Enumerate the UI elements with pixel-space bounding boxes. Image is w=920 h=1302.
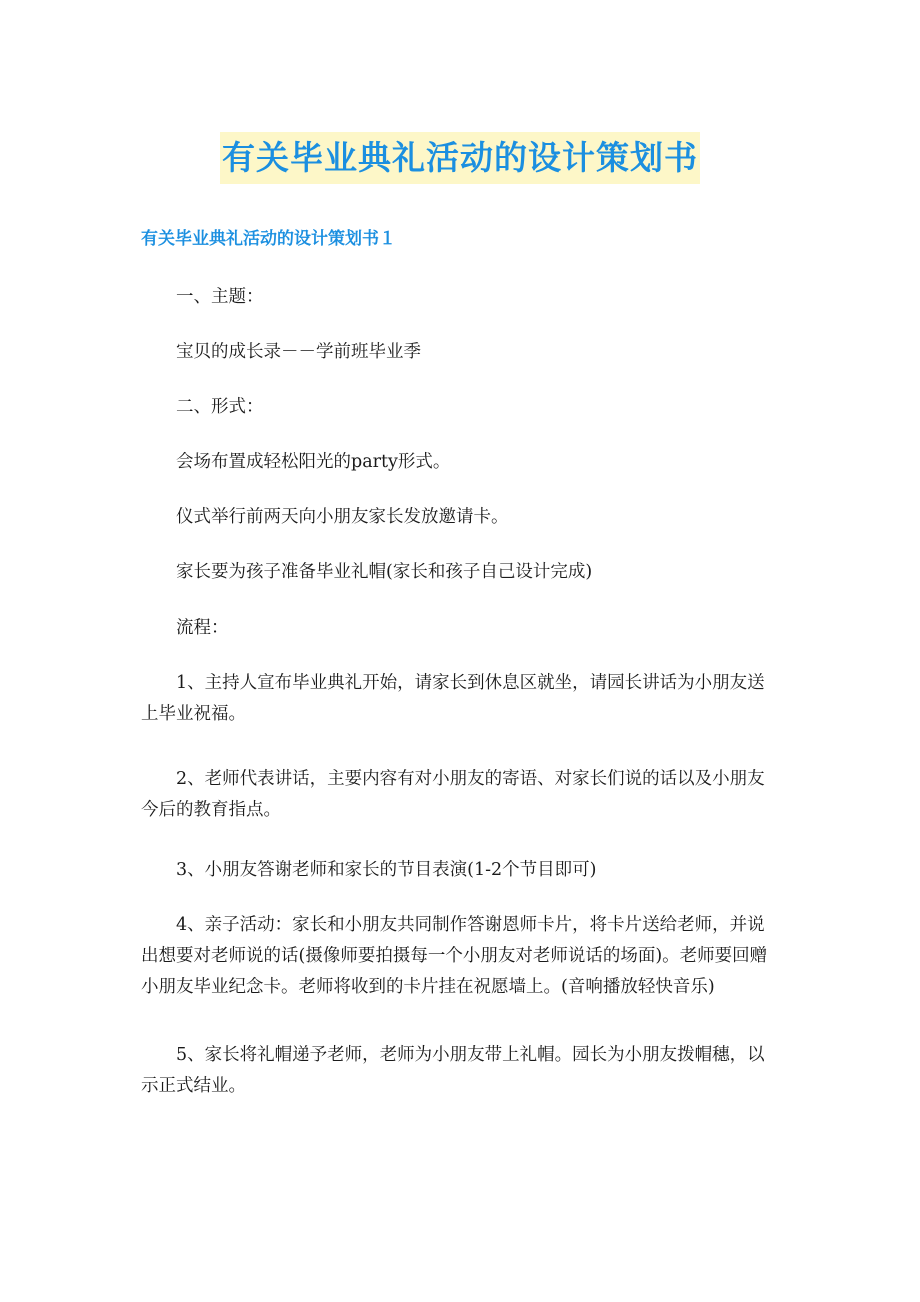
process-step-1: 1、主持人宣布毕业典礼开始，请家长到休息区就坐，请园长讲话为小朋友送上毕业祝福。: [141, 673, 765, 724]
document-title: 有关毕业典礼活动的设计策划书: [220, 132, 700, 184]
format-text-invitation: 仪式举行前两天向小朋友家长发放邀请卡。: [176, 507, 509, 527]
process-step-3: 3、小朋友答谢老师和家长的节目表演(1-2个节目即可): [176, 860, 597, 880]
process-step-5: 5、家长将礼帽递予老师，老师为小朋友带上礼帽。园长为小朋友拨帽穗，以示正式结业。: [141, 1045, 765, 1096]
process-step-2: 2、老师代表讲话，主要内容有对小朋友的寄语、对家长们说的话以及小朋友今后的教育指点。: [141, 769, 765, 820]
theme-text: 宝贝的成长录－－学前班毕业季: [176, 342, 421, 362]
format-text-cap: 家长要为孩子准备毕业礼帽(家长和孩子自己设计完成): [176, 562, 593, 582]
heading-theme: 一、主题：: [176, 287, 264, 307]
process-step-4: 4、亲子活动：家长和小朋友共同制作答谢恩师卡片，将卡片送给老师，并说出想要对老师说的话(摄像师要拍摄每一个小朋友对老师说话的场面)。老师要回赠小朋友毕业纪念卡。老师将收到的卡片挂在祝愿墙上。(音响播放轻快音乐): [141, 915, 768, 997]
heading-process: 流程：: [176, 618, 229, 638]
heading-format: 二、形式：: [176, 397, 264, 417]
format-text-venue: 会场布置成轻松阳光的party形式。: [176, 452, 451, 472]
section-heading: 有关毕业典礼活动的设计策划书１: [141, 229, 396, 249]
document-title-container: [0, 132, 920, 184]
